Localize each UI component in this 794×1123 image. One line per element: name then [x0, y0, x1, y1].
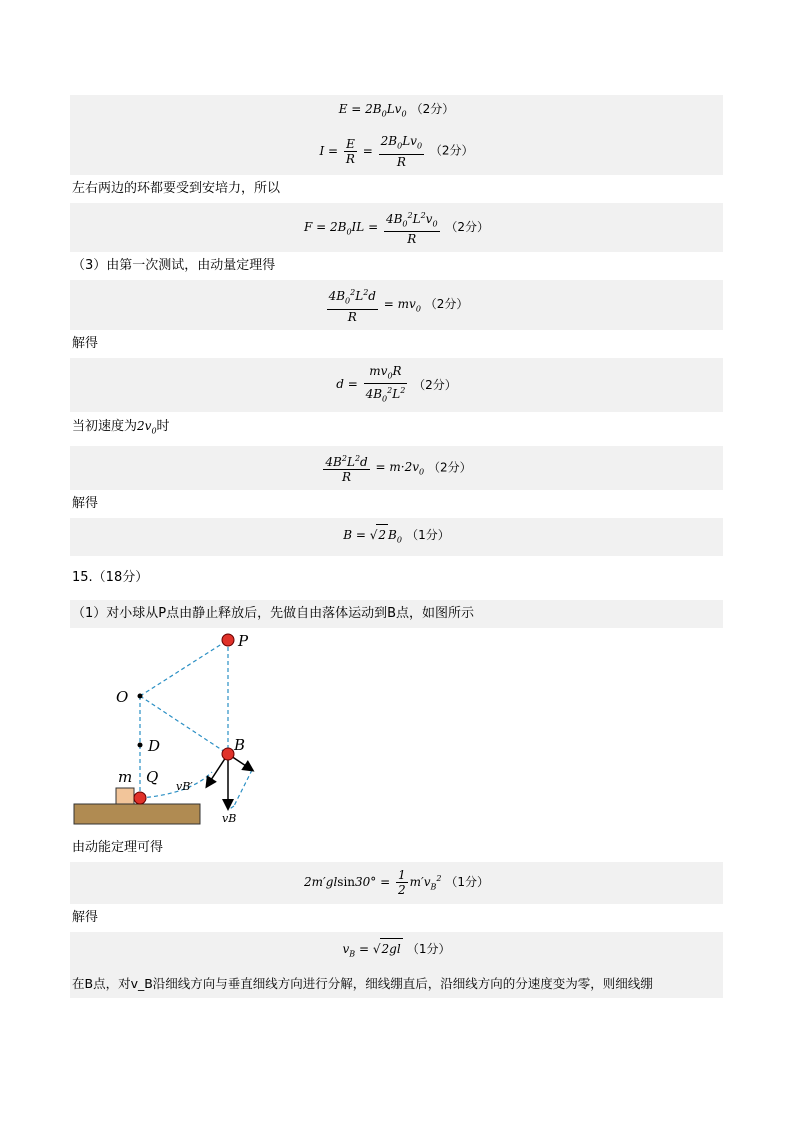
label-q: Q [146, 768, 159, 787]
eq-energy-row [70, 862, 723, 903]
eq-d: d = $\frac{mv_0R}{4B_0^2L^2}$ [336, 363, 406, 404]
score-label: （1分） [406, 941, 451, 956]
eq-d-row [70, 358, 723, 413]
initial-speed-value: $2v_0$ [137, 419, 157, 436]
eq-momentum2: $\frac{4B^2L^2d}{R}$ = $m\cdot 2v_0$ [325, 453, 425, 484]
label-vb: vB [222, 812, 237, 826]
label-b: B [234, 736, 246, 755]
score-label: （2分） [427, 460, 472, 475]
score-label: （2分） [413, 377, 457, 392]
solve-label-3: 解得 [70, 904, 723, 932]
dashed-parallelogram-1 [234, 770, 252, 806]
eq-momentum2-row [70, 446, 723, 490]
score-label: （1分） [406, 527, 450, 542]
solution-band-1 [70, 95, 723, 556]
part3-text: （3）由第一次测试，由动量定理得 [70, 252, 723, 280]
block-m [116, 788, 134, 804]
point-d [138, 743, 143, 748]
solve-label-2: 解得 [70, 490, 723, 518]
ball-p [222, 634, 234, 646]
score-label: （2分） [424, 297, 469, 312]
decompose-text: 在B点，对v_B沿细线方向与垂直细线方向进行分解，细线绷直后，沿细线方向的分速度变为零，则细线绷 [72, 975, 653, 991]
question-15-header: 15.（18分） [72, 570, 149, 586]
label-p: P [238, 632, 249, 651]
ground-platform [74, 804, 200, 824]
eq-b-row [70, 518, 723, 556]
eq-vb: $v_B = √2gl$ [343, 942, 403, 956]
initial-speed-prefix: 当初速度为 [72, 419, 138, 435]
eq-vb-row [70, 932, 723, 970]
score-label: （2分） [410, 102, 455, 116]
solution-band-2 [70, 600, 723, 998]
eq-current: I = $\frac{E}{R}$ = $\frac{2B_0Lv_0}{R}$ [319, 134, 423, 169]
initial-speed-text [70, 412, 723, 445]
label-m: m [118, 768, 133, 787]
eq-emf: $E = 2B_0Lv_0$ [338, 102, 407, 119]
energy-text: 由动能定理可得 [70, 834, 723, 862]
solve-label-1: 解得 [70, 330, 723, 358]
ampere-text: 左右两边的环都要受到安培力，所以 [70, 175, 723, 203]
figure-row [70, 628, 723, 834]
dashed-parallelogram-2 [228, 806, 234, 810]
score-label: （1分） [445, 875, 489, 890]
dashed-line-op [140, 640, 228, 696]
label-d: D [148, 737, 161, 756]
initial-speed-suffix: 时 [156, 419, 170, 435]
ball-b [222, 748, 234, 760]
solution-content [70, 95, 723, 998]
point-o [138, 694, 143, 699]
eq-b: B = √2 $B_0$ [343, 528, 402, 542]
pendulum-figure [70, 632, 256, 828]
score-label: （2分） [429, 144, 474, 159]
score-label: （2分） [445, 219, 489, 234]
part1-text: （1）对小球从P点由静止释放后，先做自由落体运动到B点，如图所示 [72, 606, 475, 622]
eq-momentum1-row [70, 280, 723, 329]
label-vb-prime: vB′ [176, 780, 193, 794]
ball-q [134, 792, 146, 804]
eq-force: $F = 2B_0IL$ = $\frac{4B_0^2L^2v_0}{R}$ [303, 210, 438, 247]
eq-force-row [70, 203, 723, 252]
eq-momentum1: $\frac{4B_0^2L^2d}{R}$ = $mv_0$ [328, 288, 421, 324]
eq-current-row [70, 128, 723, 174]
eq-emf-row [70, 95, 723, 128]
eq-energy: 2m′glsin30° = $\frac{1}{2}$ $m'v_B^2$ [304, 868, 442, 898]
label-o: O [116, 688, 129, 707]
